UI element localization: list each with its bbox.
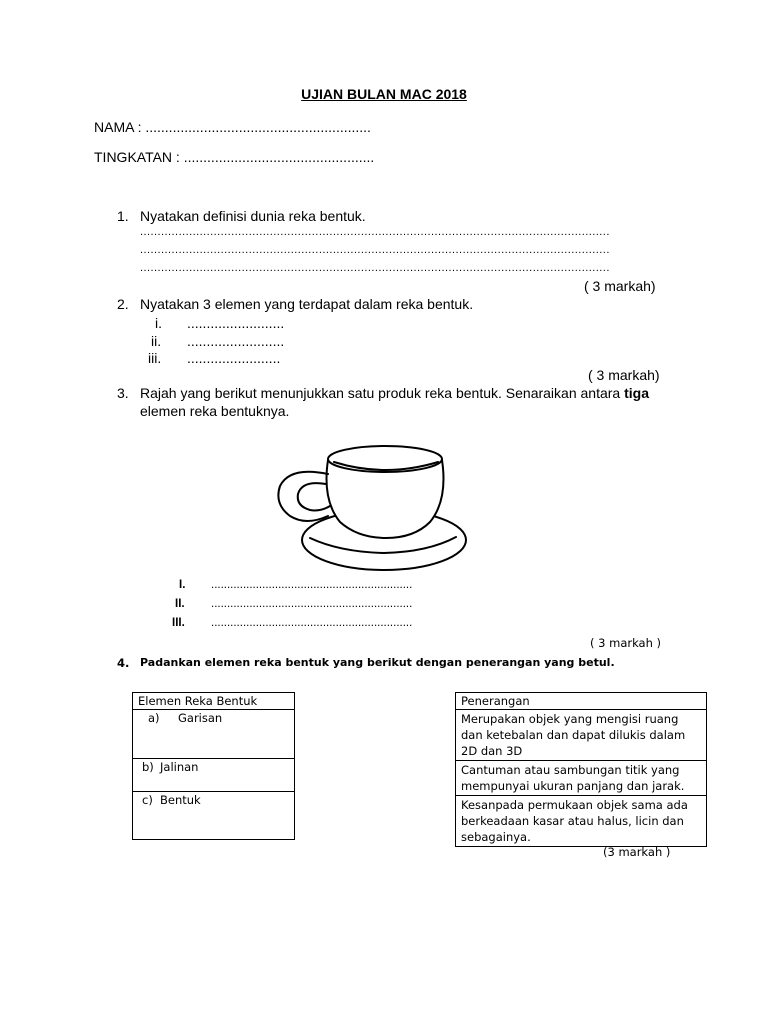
q3-number: 3. [117,385,129,401]
q2-text: Nyatakan 3 elemen yang terdapat dalam reka bentuk. [140,296,474,312]
elemen-row-label: a) [148,711,160,725]
q2-item-line: ......................... [187,315,285,331]
q2-item-label: iii. [148,350,162,366]
q3-item-label: III. [172,617,185,629]
penerangan-header: Penerangan [456,693,707,710]
q4-number: 4. [117,656,130,670]
q4-text: Padankan elemen reka bentuk yang berikut dengan penerangan yang betul. [140,656,615,669]
q1-answer-line: ...................................................................................................................................... [140,244,610,256]
elemen-row-label: b) [142,760,154,774]
elemen-row-label: c) [142,793,153,807]
q1-answer-line: ...................................................................................................................................... [140,262,610,274]
q1-text: Nyatakan definisi dunia reka bentuk. [140,208,366,224]
elemen-row [133,792,295,840]
q3-item-label: II. [175,598,185,610]
elemen-row [133,759,295,792]
q3-item-line: ............................................................... [211,617,413,629]
q2-marks: ( 3 markah) [588,367,660,383]
q1-number: 1. [117,208,129,224]
q1-marks: ( 3 markah) [584,278,656,294]
q2-item-label: i. [155,315,162,331]
q3-item-line: ............................................................... [211,598,413,610]
q3-item-line: ............................................................... [211,579,413,591]
q3-text-line1 [140,385,649,401]
elemen-table [132,692,295,840]
elemen-header: Elemen Reka Bentuk [133,693,295,710]
penerangan-row: Kesanpada permukaan objek sama ada berkeadaan kasar atau halus, licin dan sebagainya. [456,796,707,847]
tingkatan-field: TINGKATAN : ................................................. [94,149,375,165]
q1-answer-line: ...................................................................................................................................... [140,226,610,238]
q2-item-line: ........................ [187,350,281,366]
q3-text-bold: tiga [624,385,649,401]
elemen-row [133,710,295,759]
q2-item-line: ......................... [187,333,285,349]
q3-marks: ( 3 markah ) [590,636,662,650]
penerangan-row: Cantuman atau sambungan titik yang mempunyai ukuran panjang dan jarak. [456,761,707,796]
teacup-illustration [270,440,470,575]
elemen-row-text: Jalinan [160,760,199,774]
q2-item-label: ii. [151,333,162,349]
elemen-row-text: Bentuk [160,793,201,807]
q4-marks: (3 markah ) [603,845,671,859]
q2-number: 2. [117,296,129,312]
elemen-row-text: Garisan [178,711,223,725]
page-title: UJIAN BULAN MAC 2018 [301,86,467,102]
q3-text-line2: elemen reka bentuknya. [140,403,290,419]
q3-text-part: Rajah yang berikut menunjukkan satu produk reka bentuk. Senaraikan antara [140,385,625,401]
penerangan-row: Merupakan objek yang mengisi ruang dan ketebalan dan dapat dilukis dalam 2D dan 3D [456,710,707,761]
q3-item-label: I. [179,579,186,591]
penerangan-table [455,692,707,847]
nama-field: NAMA : .......................................................... [94,119,371,135]
